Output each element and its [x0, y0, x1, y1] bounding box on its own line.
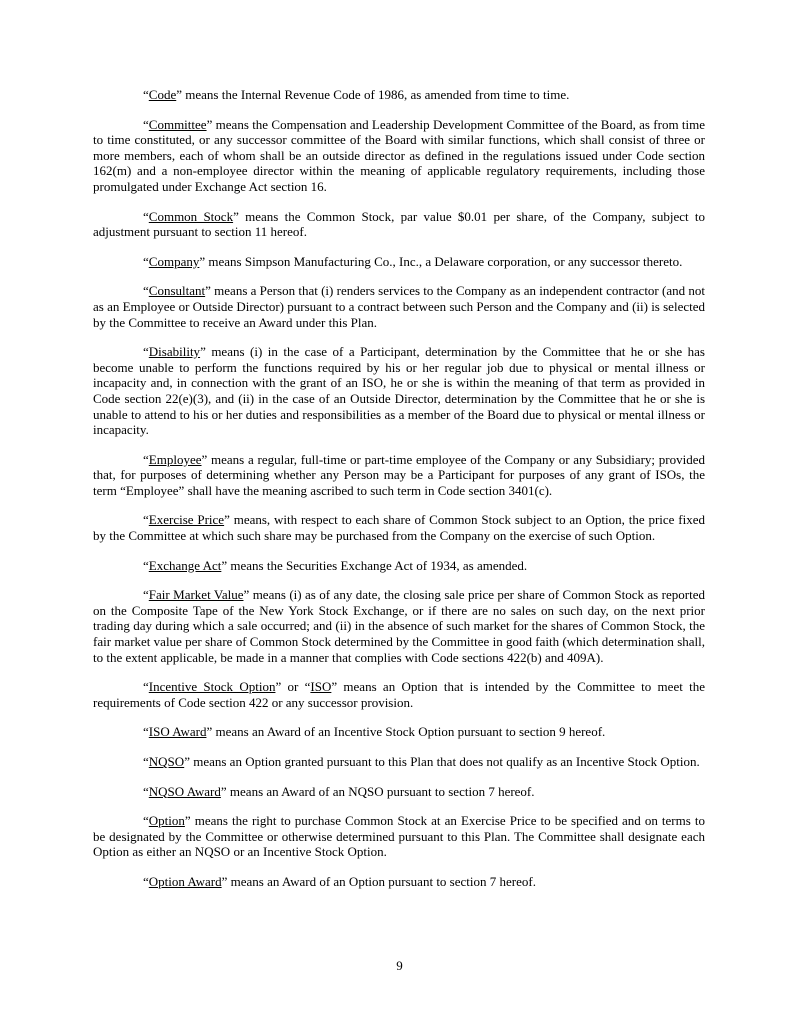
- open-quote: “: [143, 116, 149, 132]
- definition-text: means an Award of an Option pursuant to section 7 hereof.: [227, 873, 536, 889]
- document-body: [93, 87, 705, 904]
- defined-term: Option: [148, 813, 185, 829]
- close-quote: ”: [331, 679, 338, 695]
- definition-exchange-act: [93, 558, 705, 574]
- definition-option: [93, 813, 705, 860]
- defined-term: Disability: [148, 344, 201, 360]
- definition-text: means a regular, full-time or part-time employee of the Company or any Subsidiary; provided that, for purposes of determining whether any Person may be a Participant for purposes of any grant of ISOs, the term “Employee” shall have the meaning ascribed to such term in Code section 3401(c).: [93, 451, 705, 498]
- open-quote: “: [143, 679, 149, 695]
- definition-incentive-stock-option: [93, 679, 705, 710]
- definition-text: means an Option granted pursuant to this Plan that does not qualify as an Incentive Stock Option.: [189, 754, 700, 769]
- definition-text: means (i) in the case of a Participant, determination by the Committee that he or she has become unable to perform the functions required by his or her regular job due to physical or mental illness or incapacity and, in connection with the grant of an ISO, he or she is within the meaning of that term as provided in Code section 22(e)(3), and (ii) in the case of an Outside Director, determination by the Committee that he or she is unable to attend to his or her duties and responsibilities as a member of the Board due to physical or mental illness or incapacity.: [93, 344, 705, 438]
- close-quote: ”: [201, 451, 208, 467]
- open-quote: “: [143, 724, 149, 740]
- defined-term: Option Award: [148, 873, 222, 889]
- definition-code: [93, 87, 705, 103]
- close-quote: ”: [184, 813, 191, 829]
- definition-text: means the Securities Exchange Act of 1934, as amended.: [227, 557, 528, 573]
- definition-text: means a Person that (i) renders services to the Company as an independent contractor (and not as an Employee or Outside Director) pursuant to a contract between such Person and the Company and (ii) is selected by the Committee to receive an Award under this Plan.: [93, 283, 705, 330]
- definition-text: means, with respect to each share of Common Stock subject to an Option, the price fixed by the Committee at which such share may be purchased from the Company on the exercise of such Option.: [93, 512, 705, 544]
- close-quote: ”: [206, 724, 213, 740]
- definition-text: means the right to purchase Common Stock at an Exercise Price to be specified and on terms to be designated by the Committee or otherwise determined pursuant to this Plan. The Committee shall designate each Option as either an NQSO or an Incentive Stock Option.: [93, 813, 705, 860]
- defined-term: Incentive Stock Option: [148, 679, 276, 695]
- close-quote: ”: [224, 512, 230, 528]
- open-quote: “: [143, 754, 149, 769]
- open-quote: “: [143, 208, 149, 224]
- definition-common-stock: [93, 209, 705, 240]
- defined-term: Company: [148, 253, 200, 269]
- open-quote: “: [143, 873, 149, 889]
- definition-committee: [93, 117, 705, 195]
- definition-option-award: [93, 874, 705, 890]
- open-quote: “: [143, 512, 149, 528]
- definition-text: means the Common Stock, par value $0.01 per share, of the Company, subject to adjustment pursuant to section 11 hereof.: [93, 208, 705, 240]
- definition-consultant: [93, 283, 705, 330]
- close-quote: ”: [176, 87, 183, 102]
- close-quote: ”: [205, 283, 211, 299]
- defined-term: Consultant: [148, 283, 206, 299]
- open-quote: “: [143, 451, 149, 467]
- open-quote: “: [143, 587, 149, 603]
- defined-term: NQSO: [148, 754, 185, 769]
- close-quote: ”: [243, 587, 250, 603]
- definition-exercise-price: [93, 512, 705, 543]
- page-number: 9: [396, 958, 403, 973]
- defined-term: Common Stock: [148, 208, 234, 224]
- defined-term: Committee: [148, 116, 207, 132]
- definition-text: means the Internal Revenue Code of 1986, as amended from time to time.: [182, 87, 570, 102]
- defined-term: ISO Award: [148, 724, 207, 740]
- defined-term: Exchange Act: [148, 557, 222, 573]
- defined-term: Code: [148, 87, 177, 102]
- definition-text: means (i) as of any date, the closing sale price per share of Common Stock as reported on the Composite Tape of the New York Stock Exchange, or if there are no sales on such day, on the next prior trading day during which a sale occurred; and (ii) in the absence of such market for the shares of Common Stock, the fair market value per share of Common Stock determined by the Committee in good faith (which determination shall, to the extent applicable, be made in a manner that complies with Code sections 422(b) and 409A).: [93, 587, 705, 665]
- open-quote: “: [143, 283, 149, 299]
- close-quote: ”: [221, 557, 228, 573]
- open-quote: “: [143, 253, 149, 269]
- definition-nqso: [93, 754, 705, 770]
- close-quote: ”: [199, 253, 206, 269]
- open-quote: “: [143, 783, 149, 799]
- definition-iso-award: [93, 724, 705, 740]
- definition-company: [93, 254, 705, 270]
- definition-employee: [93, 452, 705, 499]
- definition-disability: [93, 344, 705, 438]
- definition-text: means the Compensation and Leadership Development Committee of the Board, as from time to time constituted, or any successor committee of the Board with similar functions, which shall consist of three or more members, each of whom shall be an outside director as defined in the regulations issued under Code section 162(m) and a non-employee director within the meaning of applicable regulatory requirements, including those promulgated under Exchange Act section 16.: [93, 116, 705, 194]
- defined-term: Employee: [148, 451, 202, 467]
- open-quote: “: [143, 557, 149, 573]
- definition-text: means an Award of an Incentive Stock Option pursuant to section 9 hereof.: [212, 724, 606, 740]
- open-quote: “: [143, 87, 149, 102]
- definition-text: means an Option that is intended by the Committee to meet the requirements of Code section 422 or any successor provision.: [93, 679, 705, 710]
- close-quote: ”: [233, 208, 239, 224]
- definition-nqso-award: [93, 784, 705, 800]
- open-quote: “: [143, 344, 149, 360]
- open-quote: “: [143, 813, 149, 829]
- defined-term: Exercise Price: [148, 512, 225, 528]
- close-quote: ”: [206, 116, 213, 132]
- close-quote: ”: [220, 783, 227, 799]
- definition-fair-market-value: [93, 587, 705, 665]
- defined-term: NQSO Award: [148, 783, 221, 799]
- close-quote: ”: [275, 679, 282, 695]
- definition-text: means Simpson Manufacturing Co., Inc., a Delaware corporation, or any successor thereto.: [205, 253, 683, 269]
- close-quote: ”: [200, 344, 206, 360]
- close-quote: ”: [184, 754, 190, 769]
- defined-term: Fair Market Value: [148, 587, 244, 603]
- definition-connector: or “: [281, 679, 311, 695]
- definition-text: means an Award of an NQSO pursuant to section 7 hereof.: [226, 783, 535, 799]
- defined-term: ISO: [310, 679, 332, 695]
- close-quote: ”: [221, 873, 228, 889]
